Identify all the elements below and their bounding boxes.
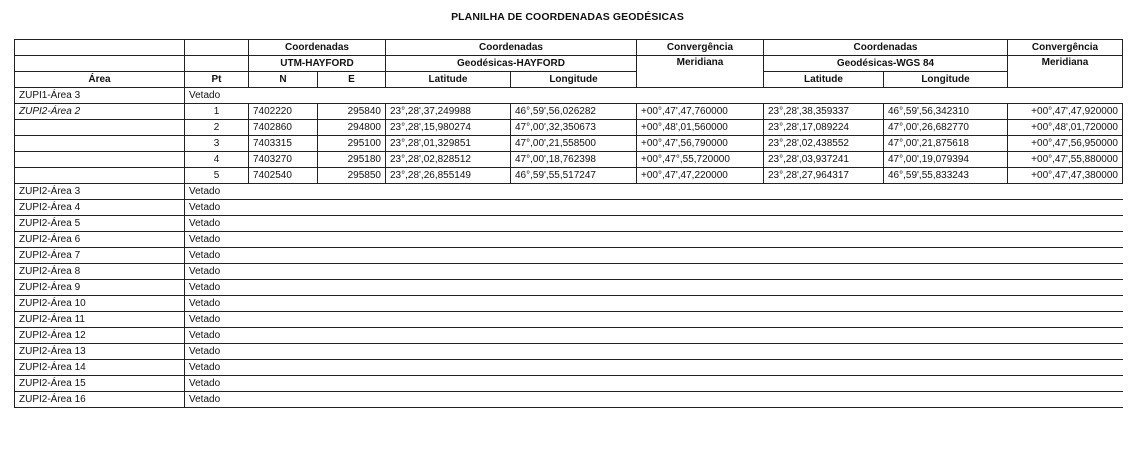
area-cell: ZUPI1-Área 3 xyxy=(15,88,185,104)
convergence-wgs-cell: +00°,47',55,880000 xyxy=(1008,152,1123,168)
status-cell: Vetado xyxy=(185,312,249,328)
table-row xyxy=(15,120,1123,136)
area-cell xyxy=(15,168,185,184)
header-utm-group: Coordenadas xyxy=(249,40,386,56)
point-number-cell: 3 xyxy=(185,136,249,152)
status-cell: Vetado xyxy=(185,392,249,408)
area-cell: ZUPI2-Área 7 xyxy=(15,248,185,264)
status-cell: Vetado xyxy=(185,184,249,200)
area-cell xyxy=(15,152,185,168)
header-row-1 xyxy=(15,40,1123,56)
area-cell: ZUPI2-Área 6 xyxy=(15,232,185,248)
page-title: PLANILHA DE COORDENADAS GEODÉSICAS xyxy=(451,11,684,23)
header-area: Área xyxy=(15,72,185,88)
empty-cell xyxy=(249,392,1123,408)
status-cell: Vetado xyxy=(185,88,249,104)
easting-cell: 295180 xyxy=(318,152,386,168)
header-convergence-1-top: Convergência xyxy=(637,40,764,56)
longitude-hayford-cell: 46°,59',55,517247 xyxy=(511,168,637,184)
point-number-cell: 1 xyxy=(185,104,249,120)
table-row xyxy=(15,248,1123,264)
longitude-wgs-cell: 47°,00',26,682770 xyxy=(884,120,1008,136)
empty-cell xyxy=(249,360,1123,376)
status-cell: Vetado xyxy=(185,328,249,344)
convergence-wgs-cell: +00°,47',47,920000 xyxy=(1008,104,1123,120)
empty-cell xyxy=(249,280,1123,296)
empty-cell xyxy=(249,376,1123,392)
header-n: N xyxy=(249,72,318,88)
table-row xyxy=(15,312,1123,328)
status-cell: Vetado xyxy=(185,200,249,216)
point-number-cell: 2 xyxy=(185,120,249,136)
empty-cell xyxy=(249,248,1123,264)
table-row xyxy=(15,168,1123,184)
empty-cell xyxy=(249,328,1123,344)
table-row xyxy=(15,328,1123,344)
status-cell: Vetado xyxy=(185,296,249,312)
latitude-hayford-cell: 23°,28',15,980274 xyxy=(386,120,511,136)
easting-cell: 295850 xyxy=(318,168,386,184)
table-row xyxy=(15,184,1123,200)
header-latitude-wgs: Latitude xyxy=(764,72,884,88)
table-row xyxy=(15,152,1123,168)
header-longitude-hayford: Longitude xyxy=(511,72,637,88)
header-row-3 xyxy=(15,72,1123,88)
table-row xyxy=(15,296,1123,312)
header-utm-sub: UTM-HAYFORD xyxy=(249,56,386,72)
longitude-hayford-cell: 47°,00',21,558500 xyxy=(511,136,637,152)
table-row xyxy=(15,376,1123,392)
header-blank-area-2 xyxy=(15,56,185,72)
empty-cell xyxy=(249,216,1123,232)
latitude-hayford-cell: 23°,28',37,249988 xyxy=(386,104,511,120)
empty-cell xyxy=(249,344,1123,360)
longitude-hayford-cell: 47°,00',32,350673 xyxy=(511,120,637,136)
status-cell: Vetado xyxy=(185,248,249,264)
header-geo-hayford-group: Coordenadas xyxy=(386,40,637,56)
convergence-wgs-cell: +00°,47',56,950000 xyxy=(1008,136,1123,152)
status-cell: Vetado xyxy=(185,360,249,376)
table-row xyxy=(15,344,1123,360)
table-row xyxy=(15,200,1123,216)
latitude-wgs-cell: 23°,28',03,937241 xyxy=(764,152,884,168)
table-row xyxy=(15,360,1123,376)
longitude-wgs-cell: 47°,00',19,079394 xyxy=(884,152,1008,168)
header-geo-wgs-sub: Geodésicas-WGS 84 xyxy=(764,56,1008,72)
header-pt: Pt xyxy=(185,72,249,88)
header-blank-area xyxy=(15,40,185,56)
longitude-hayford-cell: 46°,59',56,026282 xyxy=(511,104,637,120)
header-convergence-2-top: Convergência xyxy=(1008,40,1123,56)
easting-cell: 294800 xyxy=(318,120,386,136)
area-cell: ZUPI2-Área 2 xyxy=(15,104,185,120)
northing-cell: 7403270 xyxy=(249,152,318,168)
area-cell: ZUPI2-Área 3 xyxy=(15,184,185,200)
convergence-hayford-cell: +00°,47',47,760000 xyxy=(637,104,764,120)
latitude-wgs-cell: 23°,28',38,359337 xyxy=(764,104,884,120)
area-cell: ZUPI2-Área 15 xyxy=(15,376,185,392)
longitude-wgs-cell: 46°,59',56,342310 xyxy=(884,104,1008,120)
header-latitude-hayford: Latitude xyxy=(386,72,511,88)
header-e: E xyxy=(318,72,386,88)
area-cell: ZUPI2-Área 12 xyxy=(15,328,185,344)
status-cell: Vetado xyxy=(185,376,249,392)
point-number-cell: 5 xyxy=(185,168,249,184)
table-row xyxy=(15,216,1123,232)
header-geo-hayford-sub: Geodésicas-HAYFORD xyxy=(386,56,637,72)
table-row xyxy=(15,232,1123,248)
header-geo-wgs-group: Coordenadas xyxy=(764,40,1008,56)
area-cell: ZUPI2-Área 10 xyxy=(15,296,185,312)
table-row xyxy=(15,280,1123,296)
status-cell: Vetado xyxy=(185,232,249,248)
northing-cell: 7402860 xyxy=(249,120,318,136)
convergence-hayford-cell: +00°,47',47,220000 xyxy=(637,168,764,184)
convergence-hayford-cell: +00°,47',56,790000 xyxy=(637,136,764,152)
area-cell: ZUPI2-Área 9 xyxy=(15,280,185,296)
point-number-cell: 4 xyxy=(185,152,249,168)
latitude-hayford-cell: 23°,28',26,855149 xyxy=(386,168,511,184)
area-cell: ZUPI2-Área 8 xyxy=(15,264,185,280)
longitude-wgs-cell: 47°,00',21,875618 xyxy=(884,136,1008,152)
northing-cell: 7402220 xyxy=(249,104,318,120)
header-blank-pt-2 xyxy=(185,56,249,72)
empty-cell xyxy=(249,200,1123,216)
table-row xyxy=(15,136,1123,152)
easting-cell: 295840 xyxy=(318,104,386,120)
area-cell: ZUPI2-Área 4 xyxy=(15,200,185,216)
area-cell: ZUPI2-Área 16 xyxy=(15,392,185,408)
area-cell xyxy=(15,120,185,136)
header-row-2 xyxy=(15,56,1123,72)
header-convergence-2-bottom: Meridiana xyxy=(1008,56,1123,88)
empty-cell xyxy=(249,88,1123,104)
latitude-hayford-cell: 23°,28',01,329851 xyxy=(386,136,511,152)
convergence-wgs-cell: +00°,48',01,720000 xyxy=(1008,120,1123,136)
convergence-hayford-cell: +00°,48',01,560000 xyxy=(637,120,764,136)
empty-cell xyxy=(249,184,1123,200)
header-longitude-wgs: Longitude xyxy=(884,72,1008,88)
table-row xyxy=(15,264,1123,280)
empty-cell xyxy=(249,264,1123,280)
northing-cell: 7403315 xyxy=(249,136,318,152)
latitude-hayford-cell: 23°,28',02,828512 xyxy=(386,152,511,168)
longitude-hayford-cell: 47°,00',18,762398 xyxy=(511,152,637,168)
convergence-wgs-cell: +00°,47',47,380000 xyxy=(1008,168,1123,184)
northing-cell: 7402540 xyxy=(249,168,318,184)
status-cell: Vetado xyxy=(185,344,249,360)
header-blank-pt xyxy=(185,40,249,56)
coordinates-table xyxy=(14,39,1123,408)
empty-cell xyxy=(249,232,1123,248)
header-convergence-1-bottom: Meridiana xyxy=(637,56,764,88)
area-cell: ZUPI2-Área 11 xyxy=(15,312,185,328)
status-cell: Vetado xyxy=(185,216,249,232)
empty-cell xyxy=(249,312,1123,328)
easting-cell: 295100 xyxy=(318,136,386,152)
area-cell: ZUPI2-Área 14 xyxy=(15,360,185,376)
latitude-wgs-cell: 23°,28',02,438552 xyxy=(764,136,884,152)
latitude-wgs-cell: 23°,28',27,964317 xyxy=(764,168,884,184)
latitude-wgs-cell: 23°,28',17,089224 xyxy=(764,120,884,136)
convergence-hayford-cell: +00°,47°,55,720000 xyxy=(637,152,764,168)
status-cell: Vetado xyxy=(185,280,249,296)
area-cell: ZUPI2-Área 13 xyxy=(15,344,185,360)
area-cell xyxy=(15,136,185,152)
longitude-wgs-cell: 46°,59',55,833243 xyxy=(884,168,1008,184)
status-cell: Vetado xyxy=(185,264,249,280)
area-cell: ZUPI2-Área 5 xyxy=(15,216,185,232)
table-row xyxy=(15,392,1123,408)
table-row xyxy=(15,104,1123,120)
table-row xyxy=(15,88,1123,104)
empty-cell xyxy=(249,296,1123,312)
